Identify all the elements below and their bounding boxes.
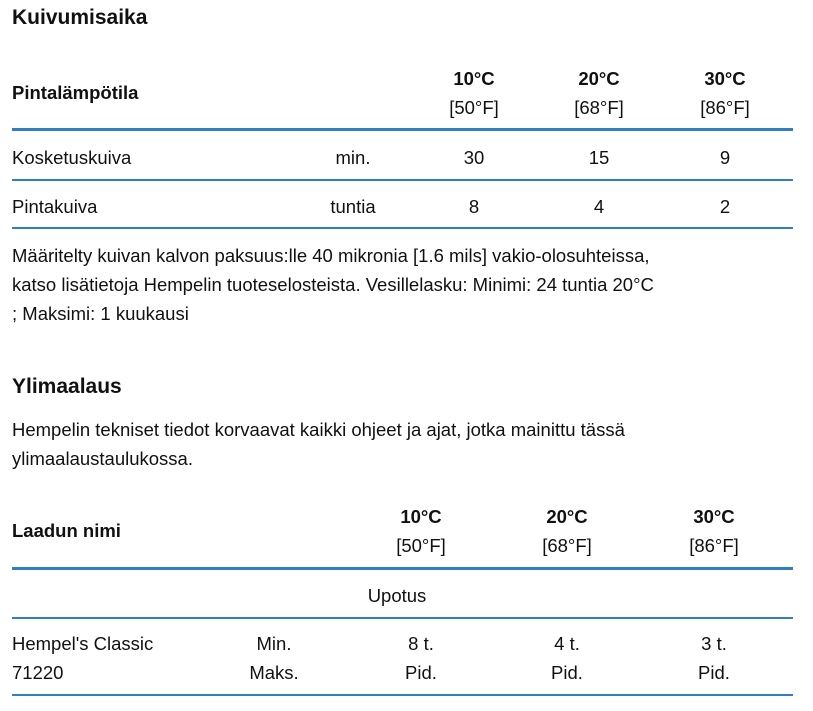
product-interval-20	[517, 629, 617, 687]
temp-celsius: 30°C	[704, 68, 746, 89]
drying-header-rule	[12, 128, 793, 131]
min-value: 4 t.	[554, 633, 580, 654]
min-label: Min.	[256, 633, 292, 654]
temp-fahrenheit: [68°F]	[542, 535, 592, 556]
temp-fahrenheit: [68°F]	[574, 97, 624, 118]
drying-row-unit: tuntia	[330, 196, 376, 217]
product-interval-10	[371, 629, 471, 687]
overcoat-header-label: Laadun nimi	[12, 520, 121, 541]
intro-line: ylimaalaustaulukossa.	[12, 448, 193, 469]
drying-note	[12, 241, 802, 328]
drying-row-value: 4	[593, 196, 605, 217]
drying-temp-header-20	[549, 64, 649, 122]
temp-fahrenheit: [50°F]	[449, 97, 499, 118]
product-name-line: 71220	[12, 662, 64, 683]
row-divider	[12, 617, 793, 619]
min-value: 8 t.	[408, 633, 434, 654]
overcoat-header-rule	[12, 567, 793, 570]
note-line: Määritelty kuivan kalvon paksuus:lle 40 mikronia [1.6 mils] vakio-olosuhteissa,	[12, 245, 650, 266]
product-interval-30	[664, 629, 764, 687]
drying-row-label: Pintakuiva	[12, 196, 98, 217]
temp-fahrenheit: [86°F]	[689, 535, 739, 556]
product-name-line: Hempel's Classic	[12, 633, 154, 654]
drying-row-value: 9	[719, 147, 731, 168]
intro-line: Hempelin tekniset tiedot korvaavat kaikki ohjeet ja ajat, jotka mainittu tässä	[12, 419, 625, 440]
temp-celsius: 10°C	[453, 68, 495, 89]
max-label: Maks.	[249, 662, 299, 683]
temp-celsius: 20°C	[546, 506, 588, 527]
overcoat-temp-header-30	[664, 502, 764, 560]
product-name	[12, 629, 153, 687]
min-value: 3 t.	[701, 633, 727, 654]
max-value: Pid.	[405, 662, 437, 683]
drying-row-unit: min.	[335, 147, 371, 168]
temp-fahrenheit: [86°F]	[700, 97, 750, 118]
row-divider	[12, 694, 793, 696]
overcoat-group-label: Upotus	[367, 585, 427, 606]
note-line: katso lisätietoja Hempelin tuoteselosteista. Vesillelasku: Minimi: 24 tuntia 20°C	[12, 274, 654, 295]
drying-row-value: 30	[463, 147, 485, 168]
temp-celsius: 20°C	[578, 68, 620, 89]
max-value: Pid.	[551, 662, 583, 683]
row-divider	[12, 227, 793, 229]
drying-row-value: 15	[588, 147, 610, 168]
overcoat-temp-header-10	[371, 502, 471, 560]
drying-section-title: Kuivumisaika	[12, 6, 148, 29]
temp-celsius: 30°C	[693, 506, 735, 527]
drying-temp-header-30	[675, 64, 775, 122]
overcoat-intro	[12, 415, 802, 473]
drying-header-label: Pintalämpötila	[12, 82, 139, 103]
drying-row-value: 2	[719, 196, 731, 217]
row-divider	[12, 179, 793, 181]
overcoat-temp-header-20	[517, 502, 617, 560]
temp-fahrenheit: [50°F]	[396, 535, 446, 556]
drying-row-value: 8	[468, 196, 480, 217]
drying-temp-header-10	[424, 64, 524, 122]
note-line: ; Maksimi: 1 kuukausi	[12, 303, 189, 324]
max-value: Pid.	[698, 662, 730, 683]
temp-celsius: 10°C	[400, 506, 442, 527]
product-interval-labels	[224, 629, 324, 687]
drying-row-label: Kosketuskuiva	[12, 147, 132, 168]
overcoat-section-title: Ylimaalaus	[12, 375, 122, 398]
